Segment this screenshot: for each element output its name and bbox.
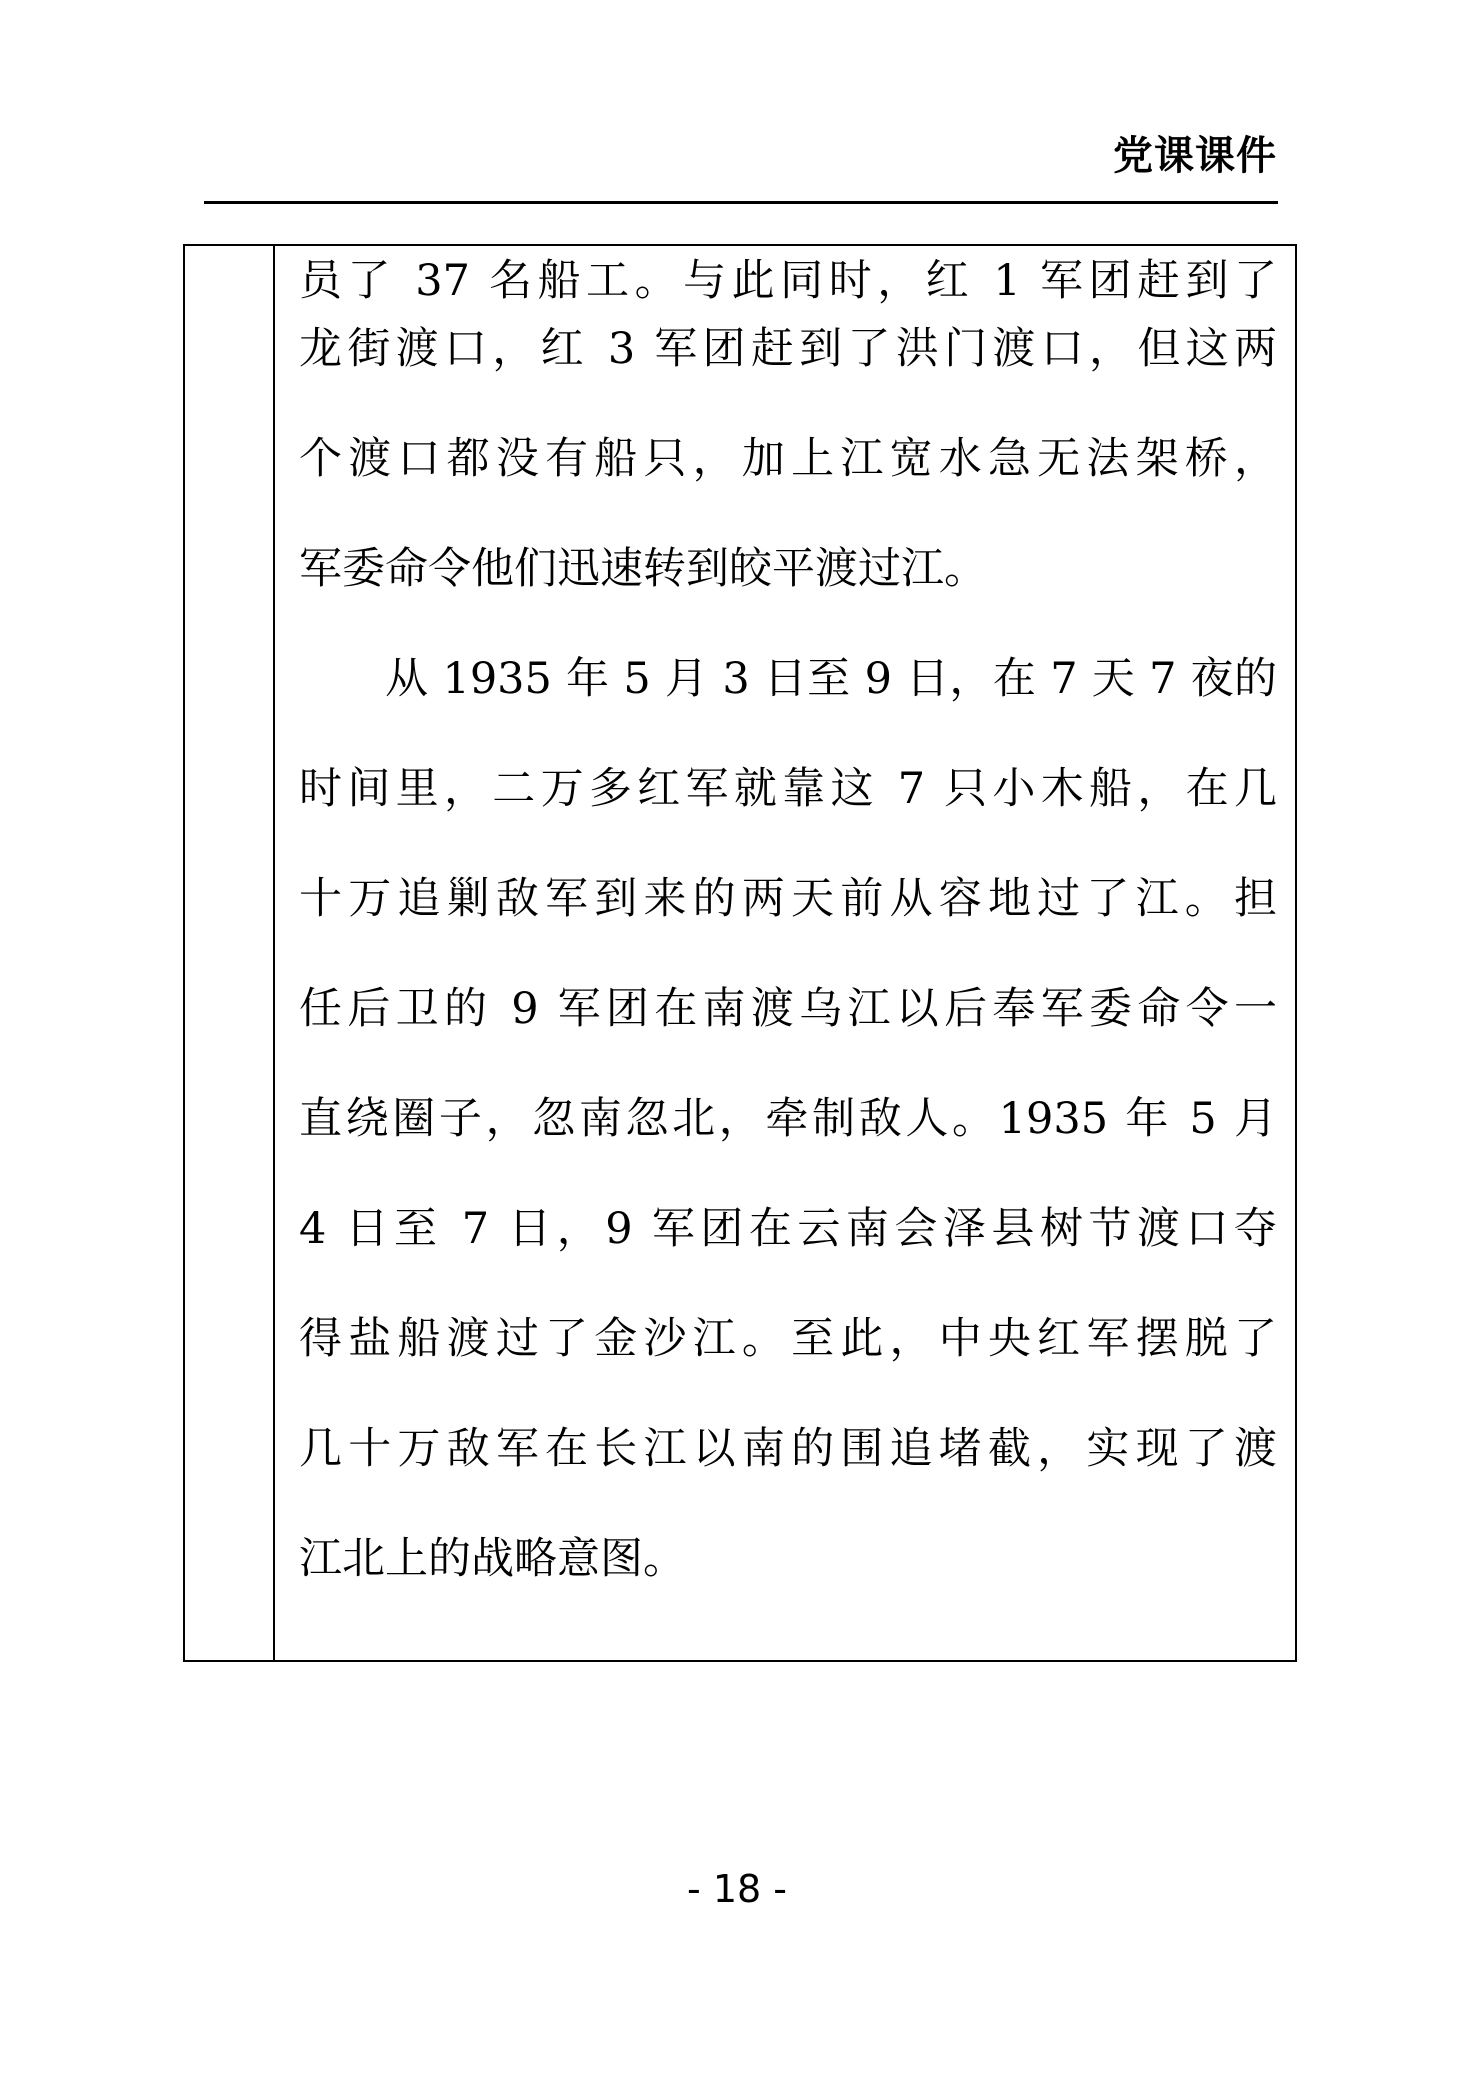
paragraph-first-line: 从 1935 年 5 月 3 日至 9 日，在 7 天 7 夜的 xyxy=(385,654,1277,704)
page-number: - 18 - xyxy=(687,1867,787,1911)
text-line: 江北上的战略意图。 xyxy=(299,1534,686,1584)
text-line: 个渡口都没有船只，加上江宽水急无法架桥， xyxy=(299,434,1277,484)
content-table xyxy=(183,244,1297,1662)
table-left-column xyxy=(185,246,275,1660)
text-line: 时间里，二万多红军就靠这 7 只小木船，在几 xyxy=(299,764,1277,814)
text-line: 得盐船渡过了金沙江。至此，中央红军摆脱了 xyxy=(299,1314,1277,1364)
text-line: 龙街渡口，红 3 军团赶到了洪门渡口，但这两 xyxy=(299,324,1277,374)
header-title: 党课课件 xyxy=(1113,133,1277,179)
text-line: 员了 37 名船工。与此同时，红 1 军团赶到了 xyxy=(299,256,1277,306)
text-line: 直绕圈子，忽南忽北，牵制敌人。1935 年 5 月 xyxy=(299,1094,1277,1144)
table-text-column xyxy=(277,246,1295,1660)
text-line: 军委命令他们迅速转到皎平渡过江。 xyxy=(299,544,987,594)
text-line: 4 日至 7 日，9 军团在云南会泽县树节渡口夺 xyxy=(299,1204,1277,1254)
text-line: 几十万敌军在长江以南的围追堵截，实现了渡 xyxy=(299,1424,1277,1474)
header-divider xyxy=(204,201,1278,204)
text-line: 任后卫的 9 军团在南渡乌江以后奉军委命令一 xyxy=(299,984,1277,1034)
text-line: 十万追剿敌军到来的两天前从容地过了江。担 xyxy=(299,874,1277,924)
